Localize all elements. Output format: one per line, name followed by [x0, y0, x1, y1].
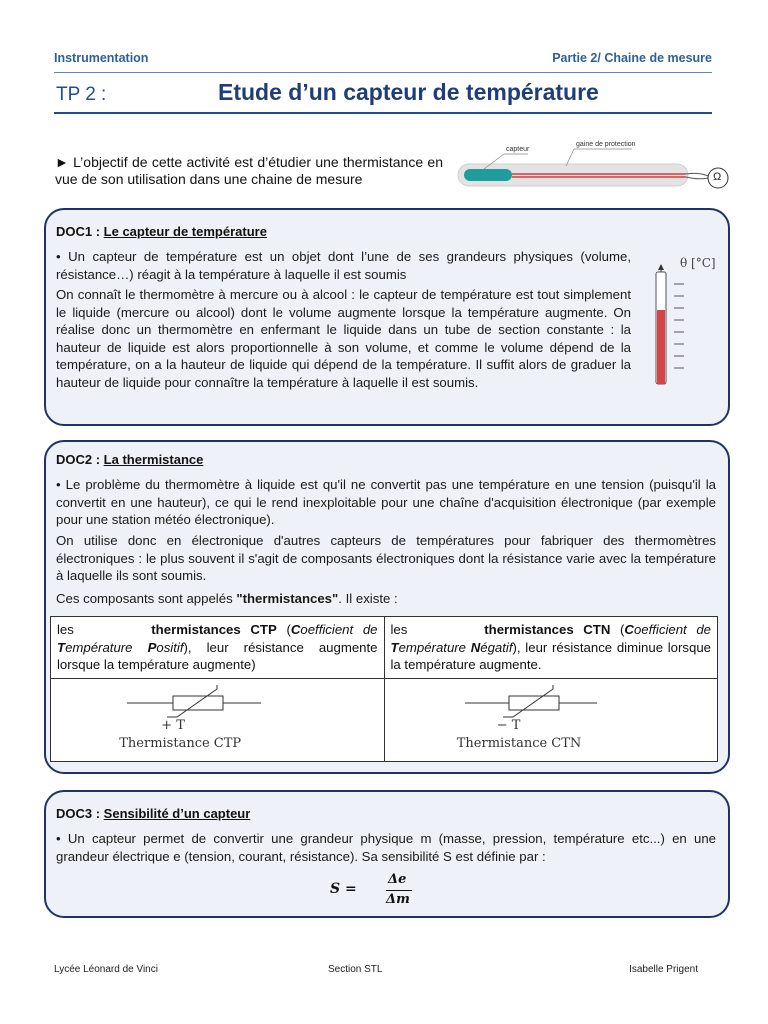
thermometer-figure	[650, 252, 726, 392]
ctn-symbol-cell	[384, 678, 718, 761]
header-divider	[54, 72, 712, 73]
header-part: Partie 2/ Chaine de mesure	[552, 51, 712, 65]
tp-label: TP 2 :	[56, 84, 107, 105]
doc3-box	[44, 790, 730, 918]
doc1-title: Le capteur de température	[103, 224, 267, 239]
doc2-paragraph-2: On utilise donc en électronique d'autres capteurs de températures pour fabriquer des thermomètres électroniques : le plus souvent il s'agit de composants électroniques dont la résistance varie avec la température à laquelle ils sont soumis.	[56, 533, 716, 584]
objective-text: ► L’objectif de cette activité est d’étudier une thermistance en vue de son utilisation dans une chaine de mesure	[55, 154, 443, 187]
title-divider	[54, 112, 712, 114]
ohm-symbol: Ω	[713, 171, 722, 183]
doc1-paragraph-1: • Un capteur de température est un objet dont l’une de ses grandeurs physiques (volume, résistance…) réagit à la température à laquelle il est soumis	[56, 249, 631, 282]
thermometer-axis-label: θ [°C]	[680, 256, 716, 270]
doc3-heading: DOC3 : Sensibilité d’un capteur	[56, 806, 251, 821]
ctn-symbol-label: Thermistance CTN	[456, 735, 582, 751]
doc3-paragraph-1: • Un capteur permet de convertir une grandeur physique m (masse, pression, température etc...) en une grandeur électrique e (tension, courant, résistance). Sa sensibilité S est définie par :	[56, 831, 716, 864]
footer-author: Isabelle Prigent	[629, 964, 698, 975]
thermistance-table	[50, 616, 718, 762]
ctn-sign: − T	[496, 717, 521, 733]
ctp-sign: + T	[161, 717, 185, 733]
page-title: Etude d’un capteur de température	[218, 79, 599, 105]
probe-label-gaine: gaine de protection	[576, 141, 636, 148]
thermistance-ctp-symbol	[117, 685, 317, 735]
header-subject: Instrumentation	[54, 51, 149, 65]
doc1-paragraph-2: On connaît le thermomètre à mercure ou à alcool : le capteur de température est tout simplement le liquide (mercure ou alcool) dont le volume augmente lorsque la température augmente. On réalise donc un thermomètre en enfermant le liquide dans un tube de section constante : la hauteur de liquide est alors proportionnelle à son volume, et comme le volume dépend de la température, on a la hauteur de liquide qui dépend de la température. Il suffit alors de graduer la hauteur de liquide pour connaître la température à laquelle il est soumis.	[56, 287, 631, 390]
doc3-title: Sensibilité d’un capteur	[103, 806, 251, 821]
doc2-box	[44, 440, 730, 774]
probe-label-capteur: capteur	[506, 146, 530, 153]
table-row	[51, 678, 718, 761]
formula-numerator: Δe	[388, 872, 407, 887]
formula-denominator: Δm	[386, 892, 410, 907]
doc2-paragraph-3: Ces composants sont appelés "thermistances". Il existe :	[56, 591, 398, 606]
doc2-title: La thermistance	[103, 452, 204, 467]
doc1-box	[44, 208, 730, 426]
ctn-description: les thermistances CTN (Coefficient de Température Négatif), leur résistance diminue lorsque la température augmente.	[384, 617, 718, 679]
footer-section: Section STL	[328, 964, 383, 975]
doc1-heading: DOC1 : Le capteur de température	[56, 224, 267, 239]
doc2-paragraph-1: • Le problème du thermomètre à liquide est qu'il ne convertit pas une température en une tension (puisqu'il la convertit en une hauteur), ce qui le rend inexploitable pour une chaîne d'acquisition électronique (par exemple pour une station météo électronique).	[56, 477, 716, 528]
ctp-symbol-cell	[51, 678, 385, 761]
doc2-heading: DOC2 : La thermistance	[56, 452, 204, 467]
table-row	[51, 617, 718, 679]
ctp-symbol-label: Thermistance CTP	[119, 735, 242, 751]
footer-school: Lycée Léonard de Vinci	[54, 964, 158, 975]
thermometer-icon	[650, 252, 726, 392]
formula-lhs: S =	[330, 881, 357, 897]
thermistance-ctn-symbol	[451, 685, 651, 735]
formula-bar	[386, 890, 412, 891]
ctp-description: les thermistances CTP (Coefficient de Température Positif), leur résistance augmente lorsque la température augmente)	[51, 617, 385, 679]
probe-figure	[454, 138, 734, 194]
